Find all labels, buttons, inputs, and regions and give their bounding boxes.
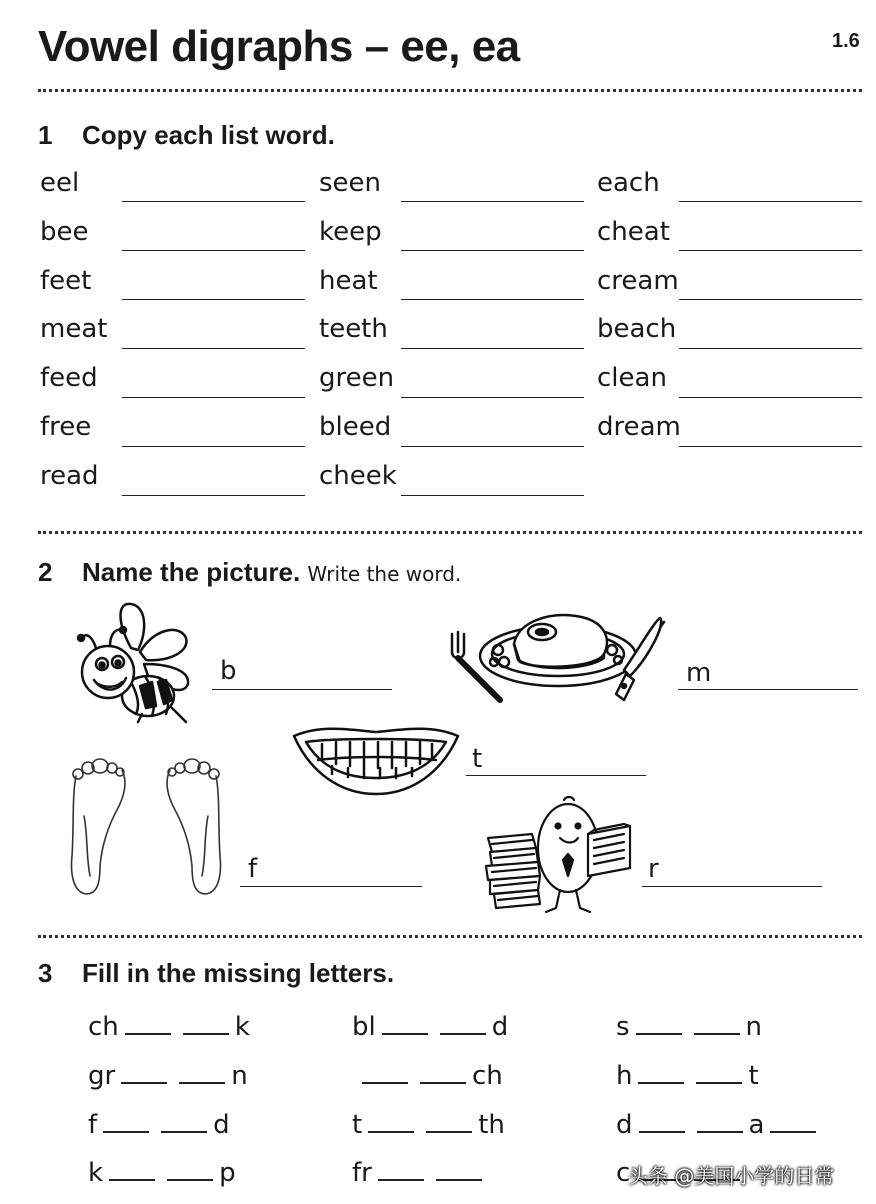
word-start: s [616, 1012, 630, 1042]
letter-blank[interactable] [183, 1013, 229, 1035]
section-number: 1 [38, 120, 53, 150]
word-end: ch [472, 1061, 503, 1091]
letter-blank[interactable] [382, 1013, 428, 1035]
letter-blank[interactable] [109, 1159, 155, 1181]
teeth-icon [292, 722, 460, 798]
answer-line[interactable] [401, 446, 584, 447]
letter-blank[interactable] [121, 1062, 167, 1084]
word-start: t [352, 1110, 363, 1140]
answer-line[interactable] [679, 397, 862, 398]
letter-blank[interactable] [378, 1159, 424, 1181]
picture-answer-line[interactable] [642, 886, 822, 887]
picture-answer-line[interactable] [212, 689, 392, 690]
list-word: heat [319, 266, 378, 296]
reading-figure-icon [484, 794, 632, 916]
letter-blank[interactable] [420, 1062, 466, 1084]
answer-line[interactable] [401, 495, 584, 496]
bee-icon [76, 600, 196, 722]
word-start: gr [88, 1061, 116, 1091]
list-word: read [40, 461, 99, 491]
section-1-heading [38, 120, 335, 151]
answer-line[interactable] [122, 250, 305, 251]
word-start: bl [352, 1012, 376, 1042]
section-instruction: Write the word. [307, 562, 462, 586]
word-end: n [745, 1012, 763, 1042]
word-end: k [234, 1012, 250, 1042]
list-word: free [40, 412, 92, 442]
section-2-heading [38, 557, 461, 588]
picture-answer-line[interactable] [466, 775, 646, 776]
list-word: eel [40, 168, 80, 198]
section-divider [38, 531, 862, 534]
letter-blank[interactable] [179, 1062, 225, 1084]
section-3-heading [38, 958, 394, 989]
section-divider [38, 89, 862, 92]
fill-in-item [356, 1061, 503, 1091]
page-title: Vowel digraphs – ee, ea [38, 22, 520, 71]
section-divider [38, 935, 862, 938]
meat-plate-icon [448, 604, 666, 704]
word-end: p [219, 1158, 236, 1188]
picture-answer-letter: b [220, 656, 237, 686]
word-start: c [616, 1158, 631, 1188]
letter-blank[interactable] [639, 1111, 685, 1133]
list-word: keep [319, 217, 382, 247]
list-word: dream [597, 412, 681, 442]
fill-in-item [616, 1110, 822, 1140]
answer-line[interactable] [401, 299, 584, 300]
answer-line[interactable] [122, 397, 305, 398]
answer-line[interactable] [401, 348, 584, 349]
word-end: th [478, 1110, 505, 1140]
fill-in-item [352, 1012, 508, 1042]
page-number: 1.6 [832, 30, 860, 52]
word-start: fr [352, 1158, 372, 1188]
list-word: beach [597, 314, 677, 344]
word-start: h [616, 1061, 633, 1091]
picture-answer-letter: m [686, 658, 712, 688]
word-end: a [748, 1110, 765, 1140]
letter-blank[interactable] [161, 1111, 207, 1133]
section-number: 3 [38, 958, 53, 988]
picture-answer-line[interactable] [678, 689, 858, 690]
answer-line[interactable] [401, 397, 584, 398]
list-word: each [597, 168, 660, 198]
fill-in-item [616, 1061, 759, 1091]
word-end: n [231, 1061, 248, 1091]
word-start: f [88, 1110, 98, 1140]
answer-line[interactable] [122, 348, 305, 349]
picture-answer-letter: t [472, 744, 483, 774]
fill-in-item [616, 1012, 762, 1042]
list-word: cream [597, 266, 679, 296]
fill-in-item [352, 1110, 505, 1140]
word-end: d [213, 1110, 230, 1140]
list-word: cheat [597, 217, 670, 247]
answer-line[interactable] [122, 201, 305, 202]
answer-line[interactable] [679, 446, 862, 447]
list-word: bee [40, 217, 89, 247]
fill-in-item [88, 1061, 248, 1091]
section-heading-text: Copy each list word. [82, 120, 335, 150]
fill-in-item [88, 1110, 230, 1140]
feet-icon [66, 756, 226, 898]
word-end: d [491, 1012, 509, 1042]
letter-blank[interactable] [436, 1159, 482, 1181]
word-start: ch [88, 1012, 119, 1042]
section-heading-text: Name the picture. [82, 557, 301, 587]
answer-line[interactable] [122, 446, 305, 447]
letter-blank[interactable] [362, 1062, 408, 1084]
letter-blank[interactable] [636, 1013, 682, 1035]
watermark: 头条 @美国小学的日常 [628, 1164, 835, 1188]
list-word: bleed [319, 412, 392, 442]
list-word: cheek [319, 461, 397, 491]
list-word: feed [40, 363, 98, 393]
letter-blank[interactable] [770, 1111, 816, 1133]
word-start: d [616, 1110, 633, 1140]
section-number: 2 [38, 557, 53, 587]
letter-blank[interactable] [167, 1159, 213, 1181]
letter-blank[interactable] [696, 1062, 742, 1084]
section-heading-text: Fill in the missing letters. [82, 958, 395, 988]
fill-in-item [352, 1158, 488, 1188]
list-word: seen [319, 168, 382, 198]
letter-blank[interactable] [368, 1111, 414, 1133]
list-word: teeth [319, 314, 388, 344]
answer-line[interactable] [122, 299, 305, 300]
answer-line[interactable] [401, 250, 584, 251]
list-word: meat [40, 314, 108, 344]
letter-blank[interactable] [125, 1013, 171, 1035]
word-end: t [748, 1061, 759, 1091]
fill-in-item [88, 1158, 236, 1188]
answer-line[interactable] [401, 201, 584, 202]
answer-line[interactable] [122, 495, 305, 496]
letter-blank[interactable] [426, 1111, 472, 1133]
letter-blank[interactable] [103, 1111, 149, 1133]
picture-answer-letter: r [648, 854, 659, 884]
picture-answer-line[interactable] [240, 886, 422, 887]
answer-line[interactable] [679, 201, 862, 202]
list-word: green [319, 363, 395, 393]
letter-blank[interactable] [694, 1013, 740, 1035]
answer-line[interactable] [679, 299, 862, 300]
picture-answer-letter: f [248, 854, 258, 884]
list-word: feet [40, 266, 92, 296]
word-start: k [88, 1158, 104, 1188]
fill-in-item [88, 1012, 250, 1042]
answer-line[interactable] [679, 250, 862, 251]
letter-blank[interactable] [638, 1062, 684, 1084]
answer-line[interactable] [679, 348, 862, 349]
list-word: clean [597, 363, 667, 393]
letter-blank[interactable] [440, 1013, 486, 1035]
letter-blank[interactable] [697, 1111, 743, 1133]
